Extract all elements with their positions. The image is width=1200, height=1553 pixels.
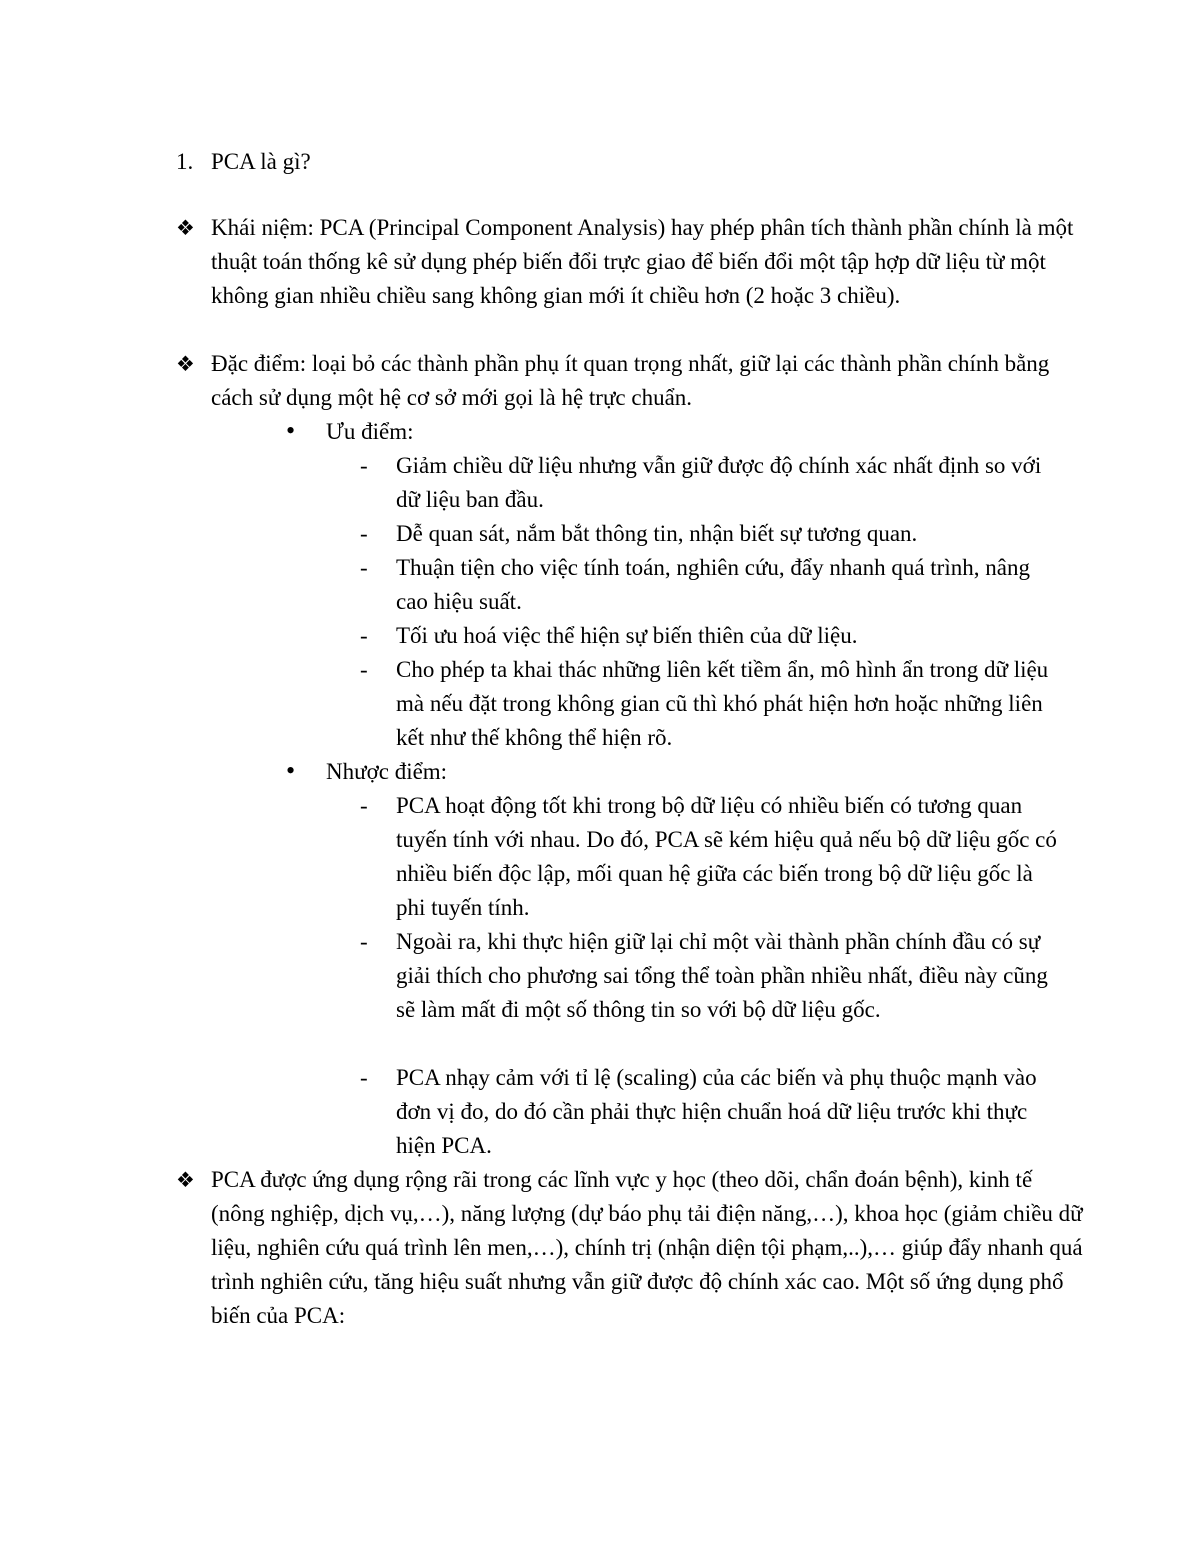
- definition-paragraph: Khái niệm: PCA (Principal Component Analysis) hay phép phân tích thành phần chính là một thuật toán thống kê sử dụng phép biến đổi trực giao để biến đổi một tập hợp dữ liệu từ một không gian nhiều chiều sang không gian mới ít chiều hơn (2 hoặc 3 chiều).: [211, 215, 1074, 308]
- dash-bullet-icon: -: [360, 623, 368, 648]
- dash-bullet-icon: -: [360, 1065, 368, 1090]
- advantage-item: Giảm chiều dữ liệu nhưng vẫn giữ được độ chính xác nhất định so với dữ liệu ban đầu.: [396, 453, 1042, 512]
- advantage-item: Dễ quan sát, nắm bắt thông tin, nhận biết sự tương quan.: [396, 521, 918, 546]
- diamond-bullet-icon: ❖: [176, 1168, 195, 1192]
- diamond-bullet-icon: ❖: [176, 216, 195, 240]
- advantage-item: Cho phép ta khai thác những liên kết tiềm ẩn, mô hình ẩn trong dữ liệu mà nếu đặt trong không gian cũ thì khó phát hiện hơn hoặc những liên kết như thế không thể hiện rõ.: [396, 657, 1049, 750]
- dash-bullet-icon: -: [360, 929, 368, 954]
- dash-bullet-icon: -: [360, 793, 368, 818]
- disadvantages-label: Nhược điểm:: [326, 759, 448, 784]
- advantage-item: Tối ưu hoá việc thể hiện sự biến thiên của dữ liệu.: [396, 623, 858, 648]
- applications-paragraph: PCA được ứng dụng rộng rãi trong các lĩnh vực y học (theo dõi, chẩn đoán bệnh), kinh tế (nông nghiệp, dịch vụ,…), năng lượng (dự báo phụ tải điện năng,…), khoa học (giảm chiều dữ liệu, nghiên cứu quá trình lên men,…), chính trị (nhận diện tội phạm,..),… giúp đẩy nhanh quá trình nghiên cứu, tăng hiệu suất nhưng vẫn giữ được độ chính xác cao. Một số ứng dụng phổ biến của PCA:: [211, 1167, 1083, 1328]
- dash-bullet-icon: -: [360, 657, 368, 682]
- heading-title: PCA là gì?: [211, 149, 311, 174]
- disadvantage-item: Ngoài ra, khi thực hiện giữ lại chỉ một vài thành phần chính đầu có sự giải thích cho phương sai tổng thể toàn phần nhiều nhất, điều này cũng sẽ làm mất đi một số thông tin so với bộ dữ liệu gốc.: [396, 929, 1048, 1022]
- diamond-bullet-icon: ❖: [176, 352, 195, 376]
- characteristics-paragraph: Đặc điểm: loại bỏ các thành phần phụ ít quan trọng nhất, giữ lại các thành phần chính bằng cách sử dụng một hệ cơ sở mới gọi là hệ trực chuẩn.: [211, 351, 1050, 410]
- dash-bullet-icon: -: [360, 555, 368, 580]
- advantages-label: Ưu điểm:: [326, 419, 414, 444]
- dash-bullet-icon: -: [360, 521, 368, 546]
- round-bullet-icon: •: [286, 416, 296, 445]
- dash-bullet-icon: -: [360, 453, 368, 478]
- disadvantage-item: PCA hoạt động tốt khi trong bộ dữ liệu có nhiều biến có tương quan tuyến tính với nhau. Do đó, PCA sẽ kém hiệu quả nếu bộ dữ liệu gốc có nhiều biến độc lập, mối quan hệ giữa các biến trong bộ dữ liệu gốc là phi tuyến tính.: [396, 793, 1057, 920]
- round-bullet-icon: •: [286, 756, 296, 785]
- heading-number: 1.: [176, 149, 194, 174]
- disadvantage-item: PCA nhạy cảm với tỉ lệ (scaling) của các biến và phụ thuộc mạnh vào đơn vị đo, do đó cần phải thực hiện chuẩn hoá dữ liệu trước khi thực hiện PCA.: [396, 1065, 1037, 1158]
- advantage-item: Thuận tiện cho việc tính toán, nghiên cứu, đẩy nhanh quá trình, nâng cao hiệu suất.: [396, 555, 1030, 614]
